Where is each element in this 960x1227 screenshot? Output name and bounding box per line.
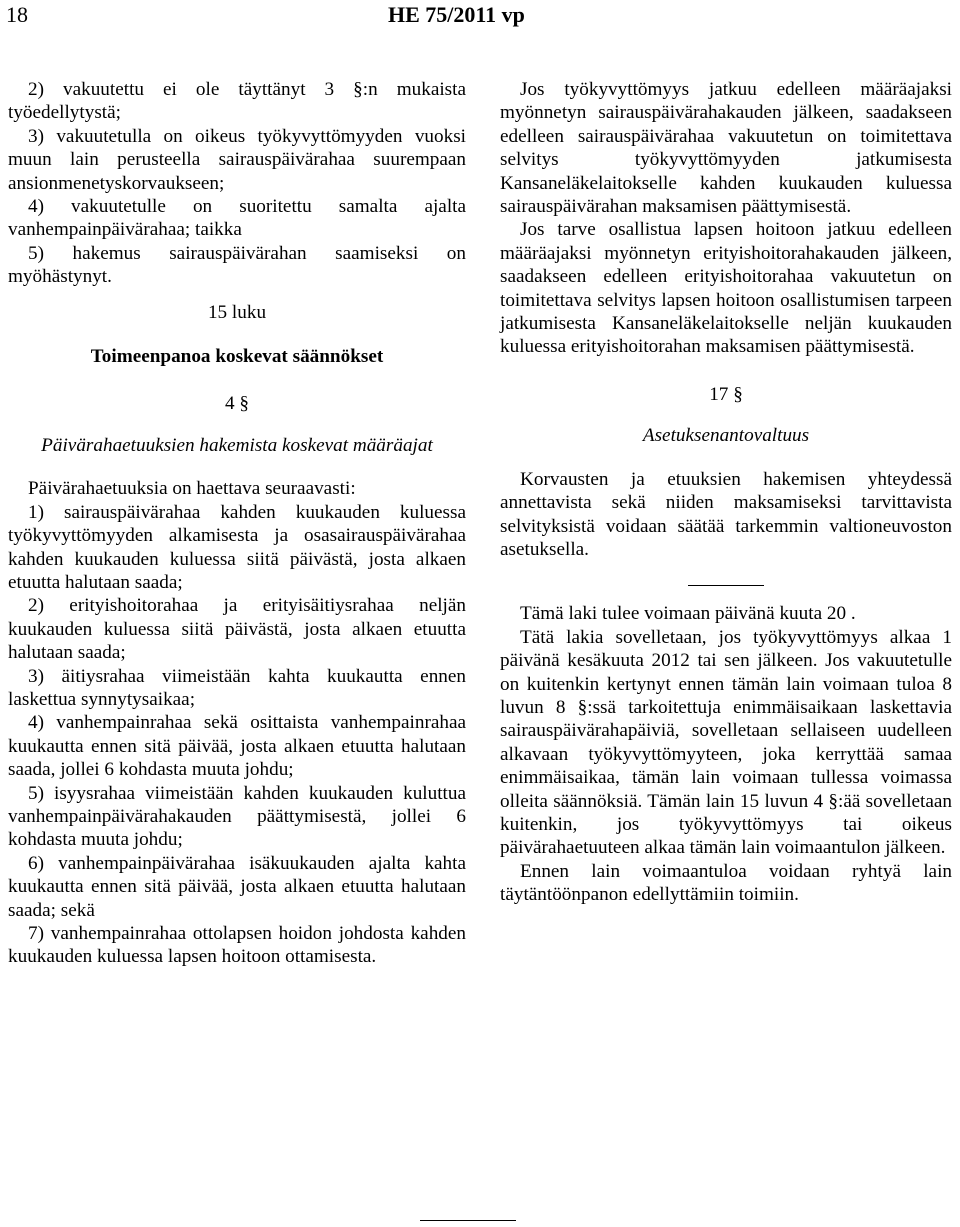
section-title: Päivärahaetuuksien hakemista koskevat määräajat (41, 434, 433, 456)
list-item: 3) äitiysrahaa viimeistään kahta kuukautta ennen laskettua synnytysaikaa; (8, 665, 466, 710)
paragraph: Päivärahaetuuksia on haettava seuraavasti: (28, 478, 356, 500)
paragraph: Jos työkyvyttömyys jatkuu edelleen määräajaksi myönnetyn sairauspäivärahakauden jälkeen, saadakseen edelleen sairauspäivärahaa vakuutetun on toimitettava selvitys työkyvyttömyyden jatkumisesta Kansaneläkelaitokselle kahden kuukauden kuluessa sairauspäivärahan maksamisen päättymisestä. (500, 79, 952, 218)
list-item: 4) vanhempainrahaa sekä osittaista vanhempainrahaa kuukautta ennen sitä päivää, josta alkaen etuutta halutaan saada, jollei 6 kohdasta muuta johdu; (8, 712, 466, 781)
chapter-number: 15 luku (207, 301, 267, 323)
paragraph: Tätä lakia sovelletaan, jos työkyvyttömyys alkaa 1 päivänä kesäkuuta 2012 tai sen jälkeen. Jos vakuutetulle on kuitenkin kertynyt ennen tämän lain voimaan tuloa 8 luvun 8 §:ssä tarkoitettuja enimmäisaikaan laskettavia sairauspäivärahapäiviä, sovelletaan sellaiseen uudelleen alkavaan työkyvyttömyyteen, joka kerryttää samaa enimmäisaikaa, tämän lain voimaan tullessa voimassa olleita säännöksiä. Tämän lain 15 luvun 4 §:ää sovelletaan kuitenkin, jos työkyvyttömyys tai oikeus päivärahaetuuteen alkaa tämän lain voimaantulon jälkeen. (500, 626, 952, 859)
separator-rule (688, 585, 764, 586)
list-item: 2) erityishoitorahaa ja erityisäitiysrahaa neljän kuukauden kuluessa siitä päivästä, josta alkaen etuutta halutaan saada; (8, 595, 466, 664)
right-column (500, 78, 952, 907)
chapter-heading: Toimeenpanoa koskevat säännökset (90, 346, 384, 368)
section-title: Asetuksenantovaltuus (642, 425, 810, 447)
list-item: 3) vakuutetulla on oikeus työkyvyttömyyden vuoksi muun lain perusteella sairauspäivärahaa suurempaan ansionmenetyskorvaukseen; (8, 125, 466, 194)
list-item: 5) isyysrahaa viimeistään kahden kuukauden kuluttua vanhempainpäivärahakauden päättymisestä, jollei 6 kohdasta muuta johdu; (8, 782, 466, 851)
list-item: 1) sairauspäivärahaa kahden kuukauden kuluessa työkyvyttömyyden alkamisesta ja osasairauspäivärahaa kahden kuukauden kuluessa siitä päivästä, josta alkaen etuutta halutaan saada; (8, 501, 466, 593)
paragraph: Korvausten ja etuuksien hakemisen yhteydessä annettavista sekä niiden maksamiseksi tarvittavista selvityksistä voidaan säätää tarkemmin valtioneuvoston asetuksella. (500, 468, 952, 560)
list-item: 5) hakemus sairauspäivärahan saamiseksi on myöhästynyt. (8, 242, 466, 288)
page-header (0, 0, 960, 40)
document-id: HE 75/2011 vp (388, 2, 525, 27)
list-item: 2) vakuutettu ei ole täyttänyt 3 §:n mukaista työedellytystä; (8, 79, 466, 124)
left-column (8, 78, 466, 969)
section-number: 17 § (709, 383, 743, 405)
list-item: 4) vakuutetulle on suoritettu samalta ajalta vanhempainpäivärahaa; taikka (8, 196, 466, 241)
section-number: 4 § (225, 393, 249, 415)
paragraph: Jos tarve osallistua lapsen hoitoon jatkuu edelleen määräajaksi myönnetyn erityishoitorahakauden jälkeen, saadakseen edelleen erityishoitorahaa vakuutetun on toimitettava selvitys lapsen hoitoon osallistumisen tarpeen jatkumisesta Kansaneläkelaitokselle neljän kuukauden kuluessa erityishoitorahan maksamisen päättymisestä. (500, 219, 952, 358)
page-number: 18 (6, 2, 28, 27)
list-item: 6) vanhempainpäivärahaa isäkuukauden ajalta kahta kuukautta ennen sitä päivää, josta alkaen etuutta halutaan saada; sekä (8, 852, 466, 921)
entry-into-force: Tämä laki tulee voimaan päivänä kuuta 20 . (520, 603, 856, 625)
bottom-rule (420, 1220, 516, 1221)
paragraph: Ennen lain voimaantuloa voidaan ryhtyä lain täytäntöönpanon edellyttämiin toimiin. (500, 860, 952, 906)
list-item: 7) vanhempainrahaa ottolapsen hoidon johdosta kahden kuukauden kuluessa lapsen hoitoon ottamisesta. (8, 923, 466, 968)
